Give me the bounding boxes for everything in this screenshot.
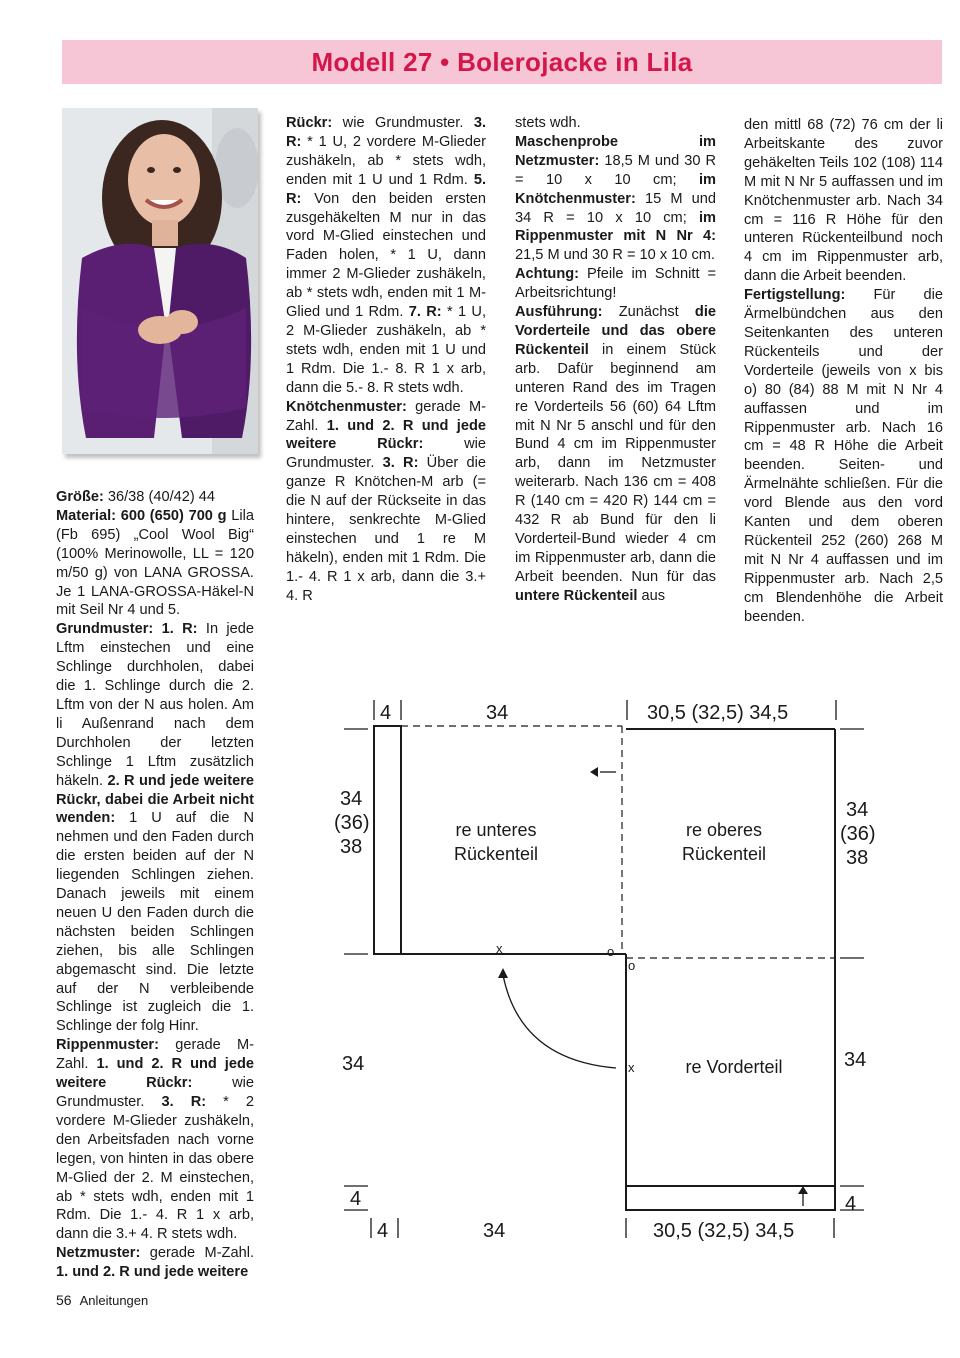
dim-bottom-left-width: 34: [483, 1220, 506, 1242]
dim-left-height-3: 38: [340, 836, 363, 858]
net-pattern-paragraph: Netzmuster: gerade M-Zahl. 1. und 2. R und jede weitere: [56, 1245, 254, 1281]
lower-back-band-strip: [374, 726, 401, 954]
footer: [56, 1292, 148, 1308]
net-pattern-continued: Rückr: wie Grundmuster. 3. R: * 1 U, 2 vordere M-Glieder zushäkeln, ab * stets wdh, enden mit 1 U und 1 Rdm. 5. R: Von den beiden ersten zusgehäkelten M nur in das vord M-Glied einstechen und Faden holen, * 1 U, dann immer 2 M-Glieder zushäkeln, ab * stets wdh, enden mit 1 M-Glied und 1 Rdm. 7. R: * 1 U, 2 M-Glieder zushäkeln, ab * stets wdh, enden mit 1 U und 1 Rdm. Die 1.- 8. R 1 x arb, dann die 5.- 8. R stets wdh.: [286, 115, 486, 396]
dim-left-lower-height: 34: [342, 1053, 365, 1075]
basic-pattern-paragraph: Grundmuster: 1. R: In jede Lftm einstechen und eine Schlinge durchholen, dabei die 1. Schlinge durch die 2. Lftm von der N aus holen. Am li Außenrand nach dem Durchholen der letzten Schlinge 1 Lftm zusätzlich häkeln. 2. R und jede weitere Rückr, dabei die Arbeit nicht wenden: 1 U auf die N nehmen und den Faden durch die ersten beiden auf der N liegenden Schlingen ziehen. Danach jeweils mit einem neuen U den Faden durch die nächsten beiden Schlingen ziehen, bis alle Schlingen abgemascht sind. Die letzte auf der N verbleibende Schlinge ist zugleich die 1. Schlinge der folg Hinr.: [56, 621, 254, 1035]
page-number: 56: [56, 1292, 72, 1308]
dim-left-band-height: 4: [350, 1188, 362, 1210]
rib-pattern-paragraph: Rippenmuster: gerade M-Zahl. 1. und 2. R und jede weitere Rückr: wie Grundmuster. 3. R: * 2 vordere M-Glieder zushäkeln, den Arbeitsfaden nach vorne legen, von hinten in das obere M-Glied der 2. M einstechen, ab * stets wdh, enden mit 1 Rdm. Die 1.- 4. R 1 x arb, dann die 3.+ 4. R stets wdh.: [56, 1037, 255, 1243]
dim-right-height-1: 34: [846, 799, 869, 821]
dim-right-band-height: 4: [845, 1193, 857, 1215]
size-paragraph: Größe: 36/38 (40/42) 44: [56, 489, 215, 505]
label-upper-back-1: re oberes: [685, 820, 763, 840]
page-title: Modell 27 • Bolerojacke in Lila: [311, 47, 693, 77]
dim-bottom-left-band: 4: [377, 1220, 389, 1242]
dim-left-height-2: (36): [334, 812, 370, 834]
dim-right-height-2: (36): [840, 823, 876, 845]
execution-continued: den mittl 68 (72) 76 cm der li Arbeitskante des zuvor gehäkelten Teils 102 (108) 114 M mit N Nr 5 auffassen und im Knötchenmuster arb. Nach 34 cm = 116 R Höhe für den unteren Rückenteilbund noch 4 cm im Rippenmuster arb, dann die Arbeit beenden.: [744, 117, 943, 285]
mark-x-front: x: [628, 1060, 635, 1075]
section-name: Anleitungen: [79, 1293, 149, 1308]
gauge-paragraph: Maschenprobe im Netzmuster: 18,5 M und 30 R = 10 x 10 cm; im Knötchenmuster: 15 M und 34 R = 10 x 10 cm; im Rippenmuster mit N Nr 4: 21,5 M und 30 R = 10 x 10 cm.: [515, 133, 716, 264]
dim-top-left-width: 34: [486, 702, 509, 724]
label-upper-back-2: Rückenteil: [681, 844, 767, 864]
mark-x-lower-back: x: [496, 941, 503, 956]
label-lower-back-1: re unteres: [455, 820, 537, 840]
knot-pattern-continued: stets wdh.: [515, 115, 581, 131]
dim-bottom-right-width: 30,5 (32,5) 34,5: [653, 1220, 795, 1242]
mark-o-lower-back: o: [607, 944, 615, 959]
mark-o-front: o: [628, 958, 636, 973]
dim-right-height-3: 38: [846, 847, 869, 869]
dim-right-lower-height: 34: [844, 1049, 867, 1071]
label-lower-back-2: Rückenteil: [453, 844, 539, 864]
execution-paragraph: Ausführung: Zunächst die Vorderteile und das obere Rückenteil in einem Stück arb. Dafür beginnend am unteren Rand des im Tragen re Vorderteils 56 (60) 64 Lftm mit N Nr 5 anschl und für den Bund 4 cm im Rippenmuster arb, dann im Netzmuster weiterarb. Nach 136 cm = 408 R (140 cm = 420 R) 144 cm = 432 R ab Bund für den li Vorderteil-Bund wieder 4 cm im Rippenmuster arb, dann die Arbeit beenden. Nun für das untere Rückenteil aus: [515, 304, 716, 604]
attention-paragraph: Achtung: Pfeile im Schnitt = Arbeitsrichtung!: [515, 266, 716, 302]
dim-top-right-width: 30,5 (32,5) 34,5: [647, 702, 789, 724]
material-paragraph: Material: 600 (650) 700 g Lila (Fb 695) „Cool Wool Big“ (100% Merinowolle, LL = 120 m/50 g) von LANA GROSSA. Je 1 LANA-GROSSA-Häkel-N mit Seil Nr 4 und 5.: [56, 507, 254, 619]
label-front: re Vorderteil: [685, 1057, 783, 1077]
dim-top-left-band: 4: [380, 702, 392, 724]
dim-left-height-1: 34: [340, 788, 363, 810]
knot-pattern-paragraph: Knötchenmuster: gerade M-Zahl. 1. und 2. R und jede weitere Rückr: wie Grundmuster. 3. R: Über die ganze R Knötchen-M arb (= die N auf der Rückseite in das hintere, senkrechte M-Glied einstechen und 1 re M häkeln), enden mit 1 Rdm. Die 1.- 4. R 1 x arb, dann die 3.+ 4. R: [286, 398, 487, 604]
finishing-paragraph: Fertigstellung: Für die Ärmelbündchen aus den Seitenkanten des unteren Rückenteils und der Vorderteile (jeweils von x bis o) 80 (84) 88 M mit N Nr 4 auffassen und im Rippenmuster arb. Nach 16 cm = 48 R Höhe die Arbeit beenden. Seiten- und Ärmelnähte schließen. Für die vord Blende aus den vord Kanten und dem oberen Rückenteil 252 (260) 268 M mit N Nr 4 auffassen und im Rippenmuster arb. Nach 2,5 cm Blendenhöhe die Arbeit beenden.: [744, 287, 943, 625]
